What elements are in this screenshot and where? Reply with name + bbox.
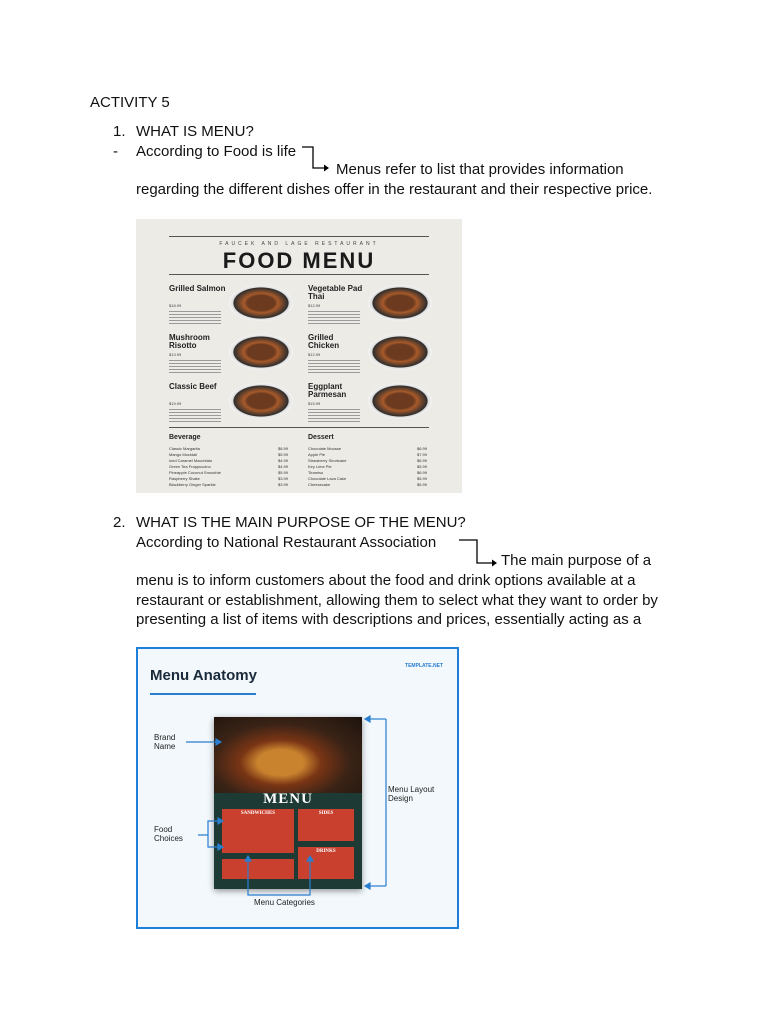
food-choices-label: Food Choices: [154, 825, 183, 843]
dish-name: Mushroom Risotto: [169, 333, 210, 350]
dish-description: [308, 311, 360, 325]
dish-name: Grilled Chicken: [308, 333, 340, 350]
dessert-price: $5.99: [417, 482, 428, 487]
dish-item: [308, 285, 462, 333]
dessert-price: $6.99: [417, 470, 428, 475]
dish-name: Classic Beef: [169, 382, 217, 391]
dessert-price: $6.99: [417, 458, 428, 463]
anatomy-title: Menu Anatomy: [150, 667, 257, 684]
dish-price: $12.99: [308, 303, 321, 308]
q1-answer-line2: regarding the different dishes offer in the restaurant and their respective price.: [136, 181, 653, 198]
q1-number: 1.: [113, 123, 126, 140]
menu-categories-label: Menu Categories: [254, 898, 315, 907]
beverage-price: $4.99: [278, 464, 289, 469]
beverage-item: Classic Margarita: [169, 446, 200, 451]
dessert-heading: Dessert: [308, 434, 334, 441]
dish-description: [308, 409, 360, 423]
q2-answer-line3: restaurant or establishment, allowing them to select what they want to order by: [136, 592, 658, 609]
dish-description: [169, 360, 221, 374]
dish-photo: [229, 334, 293, 370]
elbow-arrow-icon: [457, 536, 499, 570]
beverage-price: $3.99: [278, 476, 289, 481]
dish-photo: [368, 383, 432, 419]
sandwiches-title: SANDWICHES: [240, 811, 276, 816]
dish-price: $13.99: [169, 352, 182, 357]
dessert-item: Apple Pie: [308, 452, 326, 457]
dish-name: Eggplant Parmesan: [308, 382, 347, 399]
dessert-item: Cheesecake: [308, 482, 331, 487]
dish-photo: [368, 285, 432, 321]
dessert-item: Chocolate Mousse: [308, 446, 342, 451]
callout-arrows: [138, 649, 457, 927]
beverage-item: Blackberry Ginger Sparkle: [169, 482, 216, 487]
dish-price: $12.99: [308, 352, 321, 357]
dish-photo: [229, 285, 293, 321]
q2-source: According to National Restaurant Association: [136, 534, 437, 551]
food-menu-title: FOOD MENU: [222, 248, 376, 273]
dish-name: Vegetable Pad Thai: [308, 284, 363, 301]
beverage-price: $5.99: [278, 470, 289, 475]
dish-description: [169, 409, 221, 423]
dish-photo: [368, 334, 432, 370]
menu-layout-label: Menu Layout Design: [388, 785, 435, 803]
q1-bullet: -: [113, 143, 118, 160]
beverage-heading: Beverage: [169, 434, 201, 441]
dish-description: [169, 311, 221, 325]
food-menu-image: [136, 219, 462, 493]
dish-description: [308, 360, 360, 374]
dish-item: [169, 285, 329, 333]
beverage-item: Pineapple Coconut Smoothie: [169, 470, 221, 475]
q1-answer-line1: Menus refer to list that provides information: [336, 161, 624, 178]
dessert-item: Chocolate Lava Cake: [308, 476, 347, 481]
dessert-price: $7.99: [417, 452, 428, 457]
q1-source: According to Food is life: [136, 143, 297, 160]
menu-anatomy-image: [136, 647, 459, 929]
menu-top-rule: [169, 236, 429, 237]
beverage-item: Raspberry Shake: [169, 476, 200, 481]
dish-photo: [229, 383, 293, 419]
dessert-item: Key Lime Pie: [308, 464, 332, 469]
dessert-item: Strawberry Shortcake: [308, 458, 347, 463]
dish-item: [169, 383, 329, 431]
dessert-price: $5.99: [417, 476, 428, 481]
template-logo: TEMPLATE.NET: [405, 663, 443, 669]
menu-title-rule: [169, 274, 429, 275]
beverage-price: $8.99: [278, 446, 289, 451]
dessert-price: $5.99: [417, 464, 428, 469]
q2-number: 2.: [113, 514, 126, 531]
q1-question: WHAT IS MENU?: [136, 123, 254, 140]
drinks-title: DRINKS: [316, 849, 336, 854]
activity-heading: ACTIVITY 5: [90, 94, 170, 111]
dish-item: [308, 334, 462, 382]
dish-item: [308, 383, 462, 431]
q2-answer-line4: presenting a list of items with descriptions and prices, essentially acting as a: [136, 611, 642, 628]
beverage-item: Mango Mocktail: [169, 452, 198, 457]
q2-answer-line2: menu is to inform customers about the food and drink options available at a: [136, 572, 636, 589]
dish-item: [169, 334, 329, 382]
dish-price: $15.99: [308, 401, 321, 406]
menu-card-title: MENU: [263, 791, 313, 807]
q2-question: WHAT IS THE MAIN PURPOSE OF THE MENU?: [136, 514, 466, 531]
q2-answer-line1: The main purpose of a: [501, 552, 652, 569]
brand-name-label: Brand Name: [154, 733, 176, 751]
beverage-price: $5.99: [278, 452, 289, 457]
dish-price: $19.99: [169, 401, 182, 406]
elbow-arrow-icon: [300, 144, 330, 174]
restaurant-name: FAUCEK AND LAGE RESTAURANT: [219, 241, 379, 247]
dessert-price: $6.99: [417, 446, 428, 451]
dish-price: $18.99: [169, 303, 182, 308]
beverage-price: $3.99: [278, 482, 289, 487]
dish-name: Grilled Salmon: [169, 284, 226, 293]
beverage-item: Green Tea Frappuccino: [169, 464, 211, 469]
sides-title: SIDES: [318, 811, 334, 816]
beverage-item: Iced Caramel Macchiato: [169, 458, 213, 463]
menu-divider-rule: [169, 427, 429, 428]
beverage-price: $4.99: [278, 458, 289, 463]
dessert-item: Tiramisu: [308, 470, 324, 475]
